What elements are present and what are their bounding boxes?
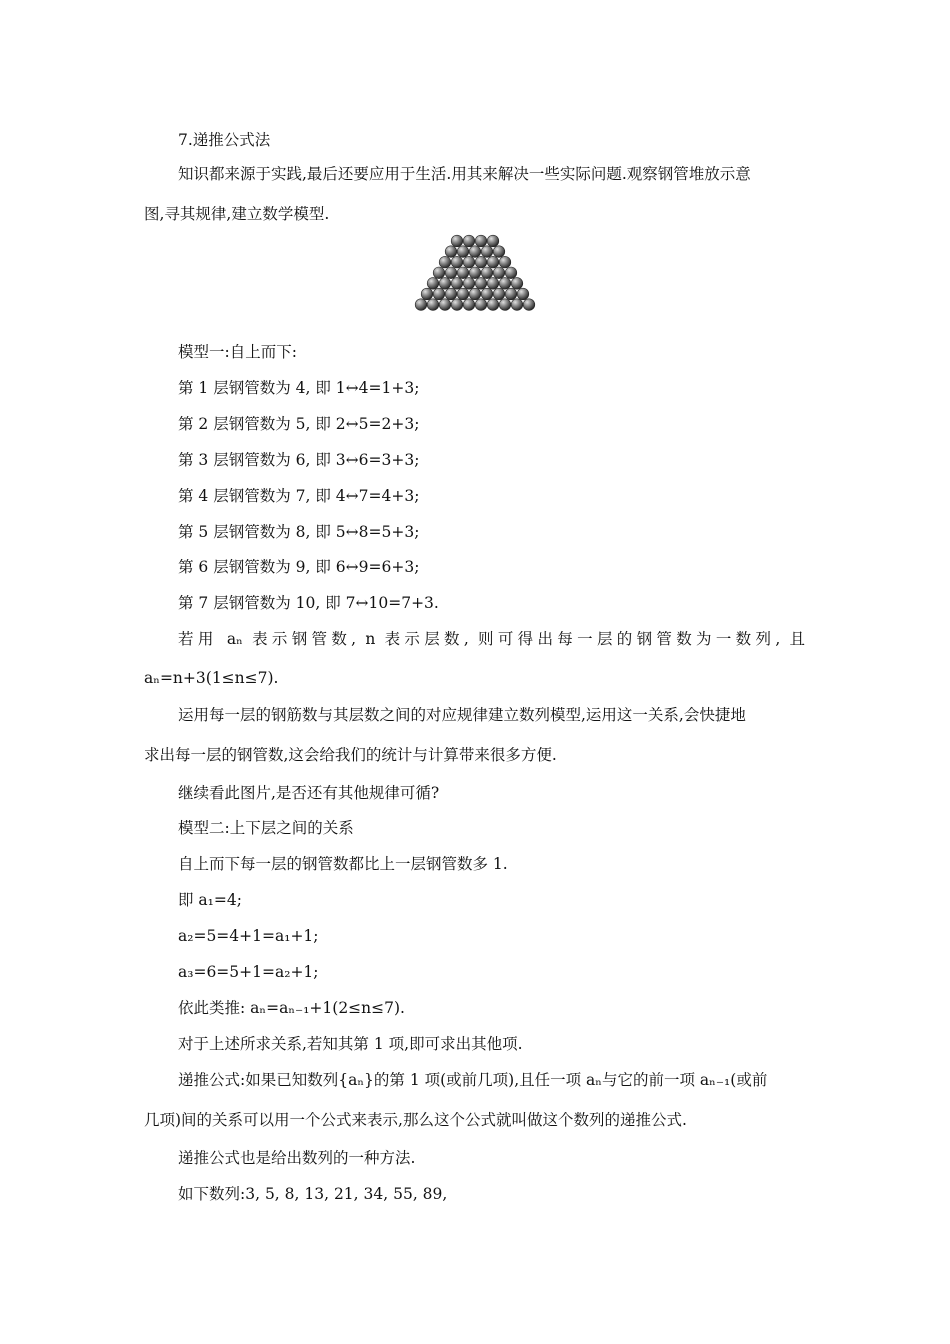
steel-pipe xyxy=(469,288,481,300)
steel-pipe xyxy=(439,278,451,290)
steel-pipe xyxy=(457,246,469,258)
steel-pipe xyxy=(463,278,475,290)
steel-pipe xyxy=(475,299,487,311)
steel-pipe xyxy=(433,288,445,300)
steel-pipe xyxy=(481,246,493,258)
steel-pipe xyxy=(463,256,475,268)
steel-pipe xyxy=(481,267,493,279)
steel-pipe-stack-figure xyxy=(410,234,540,316)
section-heading: 7.递推公式法 xyxy=(178,131,271,149)
steel-pipe xyxy=(475,278,487,290)
model1-layer-1: 第 1 层钢管数为 4, 即 1↔4=1+3; xyxy=(178,379,420,397)
model1-layer-2: 第 2 层钢管数为 5, 即 2↔5=2+3; xyxy=(178,415,420,433)
steel-pipe xyxy=(451,256,463,268)
model2-title: 模型二:上下层之间的关系 xyxy=(178,819,354,837)
method-note: 递推公式也是给出数列的一种方法. xyxy=(178,1149,416,1167)
recursive-definition-line-2: 几项)间的关系可以用一个公式来表示,那么这个公式就叫做这个数列的递推公式. xyxy=(144,1111,687,1129)
steel-pipe xyxy=(463,299,475,311)
steel-pipe xyxy=(505,267,517,279)
steel-pipe xyxy=(487,256,499,268)
steel-pipe xyxy=(481,288,493,300)
steel-pipe xyxy=(511,278,523,290)
steel-pipe xyxy=(469,246,481,258)
steel-pipe xyxy=(511,299,523,311)
steel-pipe xyxy=(469,267,481,279)
steel-pipe xyxy=(487,299,499,311)
model1-title: 模型一:自上而下: xyxy=(178,343,297,361)
model1-layer-3: 第 3 层钢管数为 6, 即 3↔6=3+3; xyxy=(178,451,420,469)
steel-pipe xyxy=(415,299,427,311)
steel-pipe xyxy=(493,288,505,300)
model1-layer-5: 第 5 层钢管数为 8, 即 5↔8=5+3; xyxy=(178,523,420,541)
steel-pipe xyxy=(505,288,517,300)
steel-pipe xyxy=(445,288,457,300)
steel-pipe xyxy=(517,288,529,300)
steel-pipe xyxy=(463,235,475,247)
steel-pipe xyxy=(433,267,445,279)
model1-definition-line-1: 若用 aₙ 表示钢管数, n 表示层数, 则可得出每一层的钢管数为一数列, 且 xyxy=(178,630,805,648)
sequence-example: 如下数列:3, 5, 8, 13, 21, 34, 55, 89, xyxy=(178,1185,448,1203)
intro-line-2: 图,寻其规律,建立数学模型. xyxy=(144,205,330,223)
model2-equation-1: 即 a₁=4; xyxy=(178,891,242,909)
steel-pipe xyxy=(457,288,469,300)
steel-pipe xyxy=(445,246,457,258)
model1-question: 继续看此图片,是否还有其他规律可循? xyxy=(178,784,440,802)
steel-pipe xyxy=(493,267,505,279)
steel-pipe xyxy=(487,235,499,247)
steel-pipe xyxy=(427,278,439,290)
steel-pipe xyxy=(451,278,463,290)
steel-pipe xyxy=(487,278,499,290)
model1-comment-line-2: 求出每一层的钢管数,这会给我们的统计与计算带来很多方便. xyxy=(144,746,557,764)
steel-pipe xyxy=(475,256,487,268)
model1-definition-line-2: aₙ=n+3(1≤n≤7). xyxy=(144,669,279,687)
steel-pipe xyxy=(499,256,511,268)
model1-layer-6: 第 6 层钢管数为 9, 即 6↔9=6+3; xyxy=(178,558,420,576)
intro-line-1: 知识都来源于实践,最后还要应用于生活.用其来解决一些实际问题.观察钢管堆放示意 xyxy=(178,165,751,183)
model2-equation-4: 依此类推: aₙ=aₙ₋₁+1(2≤n≤7). xyxy=(178,999,405,1017)
steel-pipe xyxy=(451,235,463,247)
model2-note: 对于上述所求关系,若知其第 1 项,即可求出其他项. xyxy=(178,1035,523,1053)
model2-description: 自上而下每一层的钢管数都比上一层钢管数多 1. xyxy=(178,855,508,873)
steel-pipe xyxy=(475,235,487,247)
steel-pipe xyxy=(523,299,535,311)
model1-comment-line-1: 运用每一层的钢筋数与其层数之间的对应规律建立数列模型,运用这一关系,会快捷地 xyxy=(178,706,746,724)
model2-equation-3: a₃=6=5+1=a₂+1; xyxy=(178,963,319,981)
steel-pipe xyxy=(421,288,433,300)
model1-layer-7: 第 7 层钢管数为 10, 即 7↔10=7+3. xyxy=(178,594,439,612)
steel-pipe xyxy=(439,256,451,268)
model1-layer-4: 第 4 层钢管数为 7, 即 4↔7=4+3; xyxy=(178,487,420,505)
steel-pipe xyxy=(451,299,463,311)
steel-pipe xyxy=(445,267,457,279)
steel-pipe xyxy=(499,299,511,311)
steel-pipe xyxy=(427,299,439,311)
model2-equation-2: a₂=5=4+1=a₁+1; xyxy=(178,927,319,945)
steel-pipe xyxy=(493,246,505,258)
recursive-definition-line-1: 递推公式:如果已知数列{aₙ}的第 1 项(或前几项),且任一项 aₙ与它的前一项 aₙ₋₁(或前 xyxy=(178,1071,768,1089)
steel-pipe xyxy=(457,267,469,279)
steel-pipe xyxy=(439,299,451,311)
steel-pipe xyxy=(499,278,511,290)
